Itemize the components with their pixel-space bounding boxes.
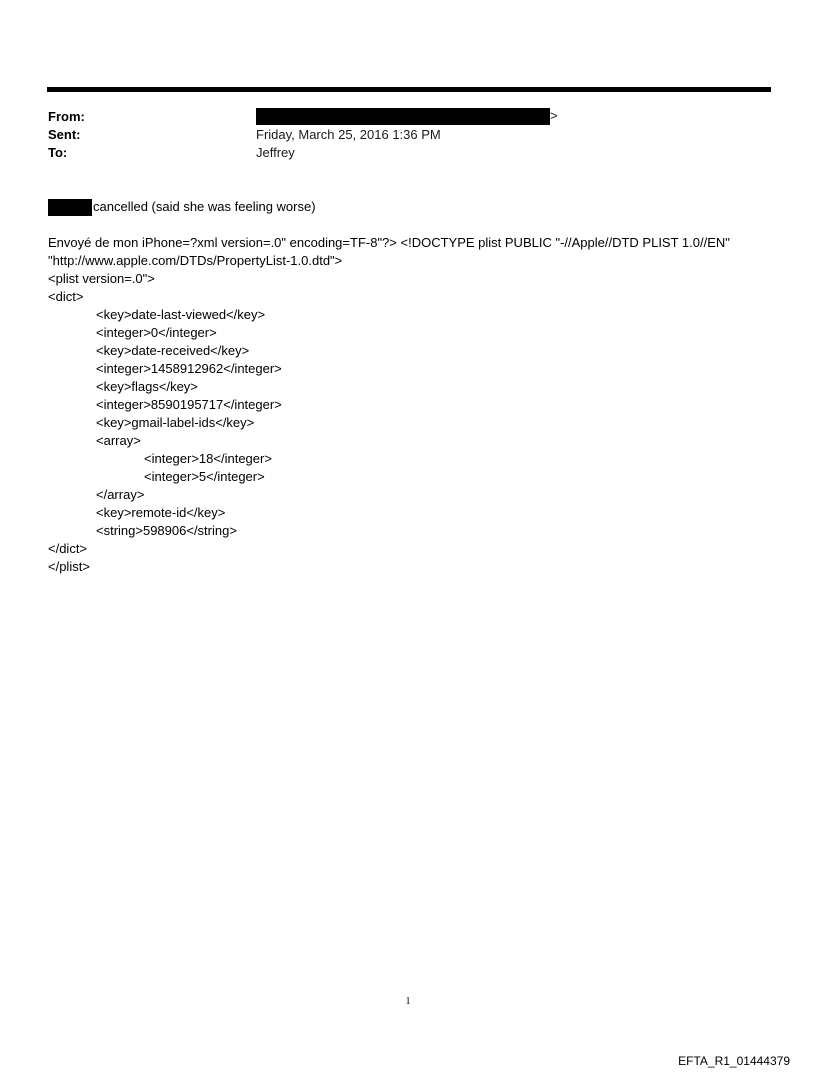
redaction-block [48, 199, 92, 216]
plist-line: <string>598906</string> [96, 523, 237, 538]
redaction-block [256, 108, 550, 125]
plist-line: <integer>18</integer> [144, 451, 272, 466]
sent-value: Friday, March 25, 2016 1:36 PM [256, 127, 441, 142]
plist-line: <key>flags</key> [96, 379, 198, 394]
plist-line: </array> [96, 487, 145, 502]
message-text: cancelled (said she was feeling worse) [93, 199, 316, 214]
page-number: 1 [405, 996, 411, 1007]
plist-line: <key>remote-id</key> [96, 505, 226, 520]
plist-line: Envoyé de mon iPhone=?xml version=.0" encoding=TF-8"?> <!DOCTYPE plist PUBLIC "-//Apple//DTD PLIST 1.0//EN" [48, 235, 730, 250]
bates-number: EFTA_R1_01444379 [678, 1054, 790, 1068]
message-line [48, 198, 316, 216]
plist-line: </plist> [48, 559, 90, 574]
plist-line: </dict> [48, 541, 88, 556]
plist-line: <integer>5</integer> [144, 469, 265, 484]
header-rule [47, 87, 771, 92]
plist-line: <dict> [48, 289, 84, 304]
from-suffix: > [550, 108, 558, 123]
plist-text-block [48, 234, 730, 576]
plist-line: <integer>0</integer> [96, 325, 217, 340]
plist-line: <key>gmail-label-ids</key> [96, 415, 255, 430]
plist-line: <plist version=.0"> [48, 271, 155, 286]
from-value [256, 107, 558, 125]
sent-label: Sent: [48, 127, 81, 142]
plist-line: <key>date-last-viewed</key> [96, 307, 266, 322]
plist-line: <integer>1458912962</integer> [96, 361, 282, 376]
to-label: To: [48, 145, 68, 160]
plist-line: "http://www.apple.com/DTDs/PropertyList-1.0.dtd"> [48, 253, 343, 268]
to-value: Jeffrey [256, 145, 295, 160]
from-label: From: [48, 109, 85, 124]
plist-line: <integer>8590195717</integer> [96, 397, 282, 412]
plist-line: <array> [96, 433, 141, 448]
plist-line: <key>date-received</key> [96, 343, 250, 358]
